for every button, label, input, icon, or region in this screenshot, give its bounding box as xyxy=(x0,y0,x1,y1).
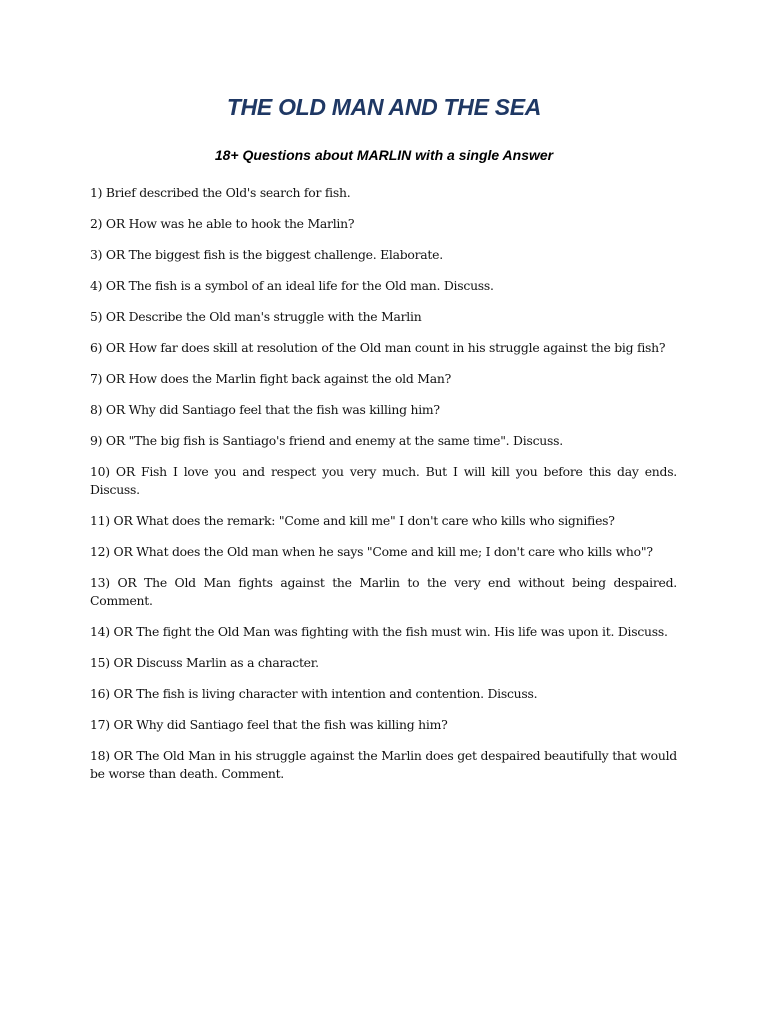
question-item: 6) OR How far does skill at resolution of the Old man count in his struggle against the big fish? xyxy=(90,340,666,355)
question-item: 17) OR Why did Santiago feel that the fish was killing him? xyxy=(90,717,448,732)
document-title: THE OLD MAN AND THE SEA xyxy=(226,94,542,120)
question-item: 2) OR How was he able to hook the Marlin? xyxy=(90,216,355,231)
question-item: 14) OR The fight the Old Man was fighting with the fish must win. His life was upon it. Discuss. xyxy=(90,624,668,639)
question-item: 16) OR The fish is living character with intention and contention. Discuss. xyxy=(90,686,538,701)
question-item: 11) OR What does the remark: "Come and kill me" I don't care who kills who signifies? xyxy=(90,513,615,528)
question-item: 12) OR What does the Old man when he says "Come and kill me; I don't care who kills who"? xyxy=(90,544,653,559)
question-item: 15) OR Discuss Marlin as a character. xyxy=(90,655,319,670)
document-subtitle: 18+ Questions about MARLIN with a single Answer xyxy=(214,147,554,163)
question-item: 10) OR Fish I love you and respect you very much. But I will kill you before this day ends. Discuss. xyxy=(90,464,677,497)
question-item: 3) OR The biggest fish is the biggest challenge. Elaborate. xyxy=(90,247,443,262)
question-item: 7) OR How does the Marlin fight back against the old Man? xyxy=(90,371,451,386)
question-item: 4) OR The fish is a symbol of an ideal life for the Old man. Discuss. xyxy=(90,278,494,293)
question-item: 13) OR The Old Man fights against the Marlin to the very end without being despaired. Comment. xyxy=(90,575,677,608)
question-item: 9) OR "The big fish is Santiago's friend and enemy at the same time". Discuss. xyxy=(90,433,563,448)
question-list xyxy=(90,184,677,796)
question-item: 5) OR Describe the Old man's struggle with the Marlin xyxy=(90,309,422,324)
question-item: 8) OR Why did Santiago feel that the fish was killing him? xyxy=(90,402,440,417)
question-item: 18) OR The Old Man in his struggle against the Marlin does get despaired beautifully that would be worse than death. Comment. xyxy=(90,748,677,781)
question-item: 1) Brief described the Old's search for fish. xyxy=(90,185,351,200)
